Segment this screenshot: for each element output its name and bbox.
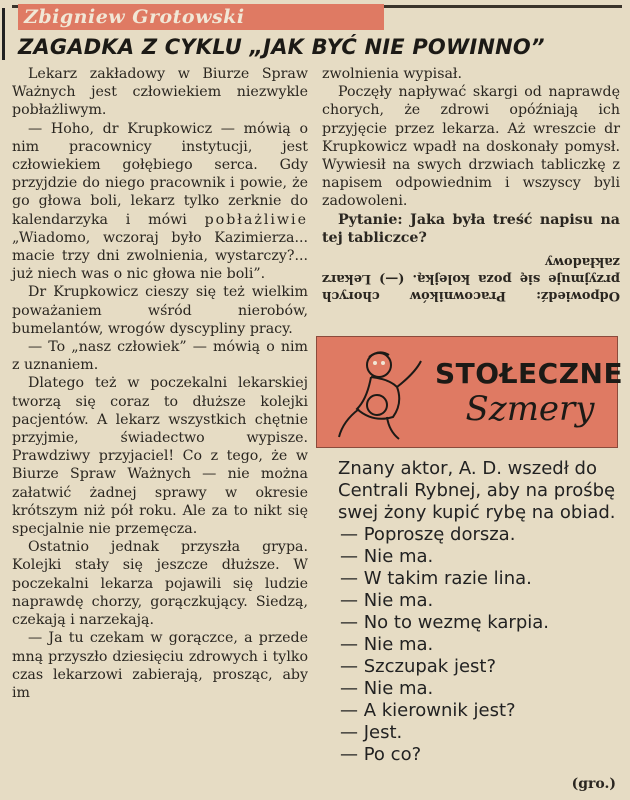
- article-paragraph: zwolnienia wypisał.: [322, 66, 463, 82]
- article-column-2: [322, 65, 620, 304]
- dialogue-line: — Nie ma.: [340, 678, 434, 699]
- article-paragraph: Dr Krupkowicz cieszy się też wielkim poważaniem wśród nierobów, bumelantów, wrogów dyscypliny pracy.: [12, 284, 308, 337]
- column-subtitle: Szmery: [465, 389, 595, 429]
- article-paragraph: — Ja tu czekam w gorączce, a przede mną przyszło dziesięciu zdrowych i tylko czas lekarzowi zabierają, prosząc, aby im: [12, 630, 308, 701]
- signature: (gro.): [571, 776, 616, 792]
- dialogue-line: — No to wezmę karpia.: [340, 612, 550, 633]
- spaced-word: pobłażliwie: [204, 211, 308, 228]
- article-paragraph: Ostatnio jednak przyszła grypa. Kolejki stały się jeszcze dłuższe. W poczekalni lekarza pojawili się ludzie naprawdę chorzy, gorączkujący. Siedzą, czekają i narzekają.: [12, 539, 308, 629]
- article-paragraph: Lekarz zakładowy w Biurze Spraw Ważnych jest człowiekiem niezwykle pobłażliwym.: [12, 66, 308, 119]
- article-column-1: [12, 65, 308, 702]
- mascot-illustration-icon: [327, 343, 437, 443]
- dialogue-line: — A kierownik jest?: [340, 700, 516, 721]
- anecdote-column: [338, 458, 620, 766]
- article-paragraph: Dlatego też w poczekalni lekarskiej tworzą się coraz to dłuższe kolejki pacjentów. A lekarz wszystkich chętnie przyjmie, świadectwo wypisze. Prawdziwy przyjaciel! Co z tego, że w Biurze Spraw Ważnych — nie można załatwić żadnej sprawy w okresie krótszym niż pół roku. Ale za to nikt się specjalnie nie przemęcza.: [12, 375, 308, 538]
- left-rule: [2, 8, 5, 60]
- dialogue-line: — Po co?: [340, 744, 422, 765]
- dialogue-line: — Nie ma.: [340, 590, 434, 611]
- article-paragraph: Poczęły napływać skargi od naprawdę chorych, że zdrowi opóźniają ich przyjęcie przez lekarza. Aż wreszcie dr Krupkowicz wpadł na doskonały pomysł. Wywiesił na swych drzwiach tabliczkę z napisem odpowiednim i wszyscy byli zadowoleni.: [322, 84, 620, 210]
- dialogue-line: — Szczupak jest?: [340, 656, 497, 677]
- column-header-box: [316, 336, 624, 448]
- answer: Odpowiedź: Pracowników chorych przyjmuje się poza kolejką. (—) Lekarz zakładowy: [322, 254, 620, 304]
- dialogue-line: — W takim razie lina.: [340, 568, 532, 589]
- author-name: Zbigniew Grotowski: [18, 4, 384, 30]
- dialogue-line: — Nie ma.: [340, 546, 434, 567]
- headline: ZAGADKA Z CYKLU „JAK BYĆ NIE POWINNO”: [18, 35, 545, 59]
- anecdote-intro: Znany aktor, A. D. wszedł do Centrali Rybnej, aby na prośbę swej żony kupić rybę na obiad.: [338, 458, 616, 523]
- article-paragraph: — To „nasz człowiek” — mówią o nim z uznaniem.: [12, 339, 308, 374]
- dialogue-line: — Jest.: [340, 722, 403, 743]
- upside-down-answer: [322, 253, 620, 304]
- dialogue-line: — Nie ma.: [340, 634, 434, 655]
- dialogue-line: — Poproszę dorsza.: [340, 524, 516, 545]
- column-title: STOŁECZNE: [435, 357, 624, 390]
- question: Pytanie: Jaka była treść napisu na tej tabliczce?: [322, 211, 620, 246]
- article-paragraph: — Hoho, dr Krupkowicz — mówią o nim pracownicy instytucji, jest człowiekiem gołębiego serca. Gdy przyjdzie do niego pracownik i powie, że go głowa boli, lekarz tylko zerknie do kalendarzyka i mówi pobłażliwie „Wiadomo, wczoraj było Kazimierza... macie trzy dni zwolnienia, wystarczy?... już niech was o nic głowa nie boli”.: [12, 120, 308, 283]
